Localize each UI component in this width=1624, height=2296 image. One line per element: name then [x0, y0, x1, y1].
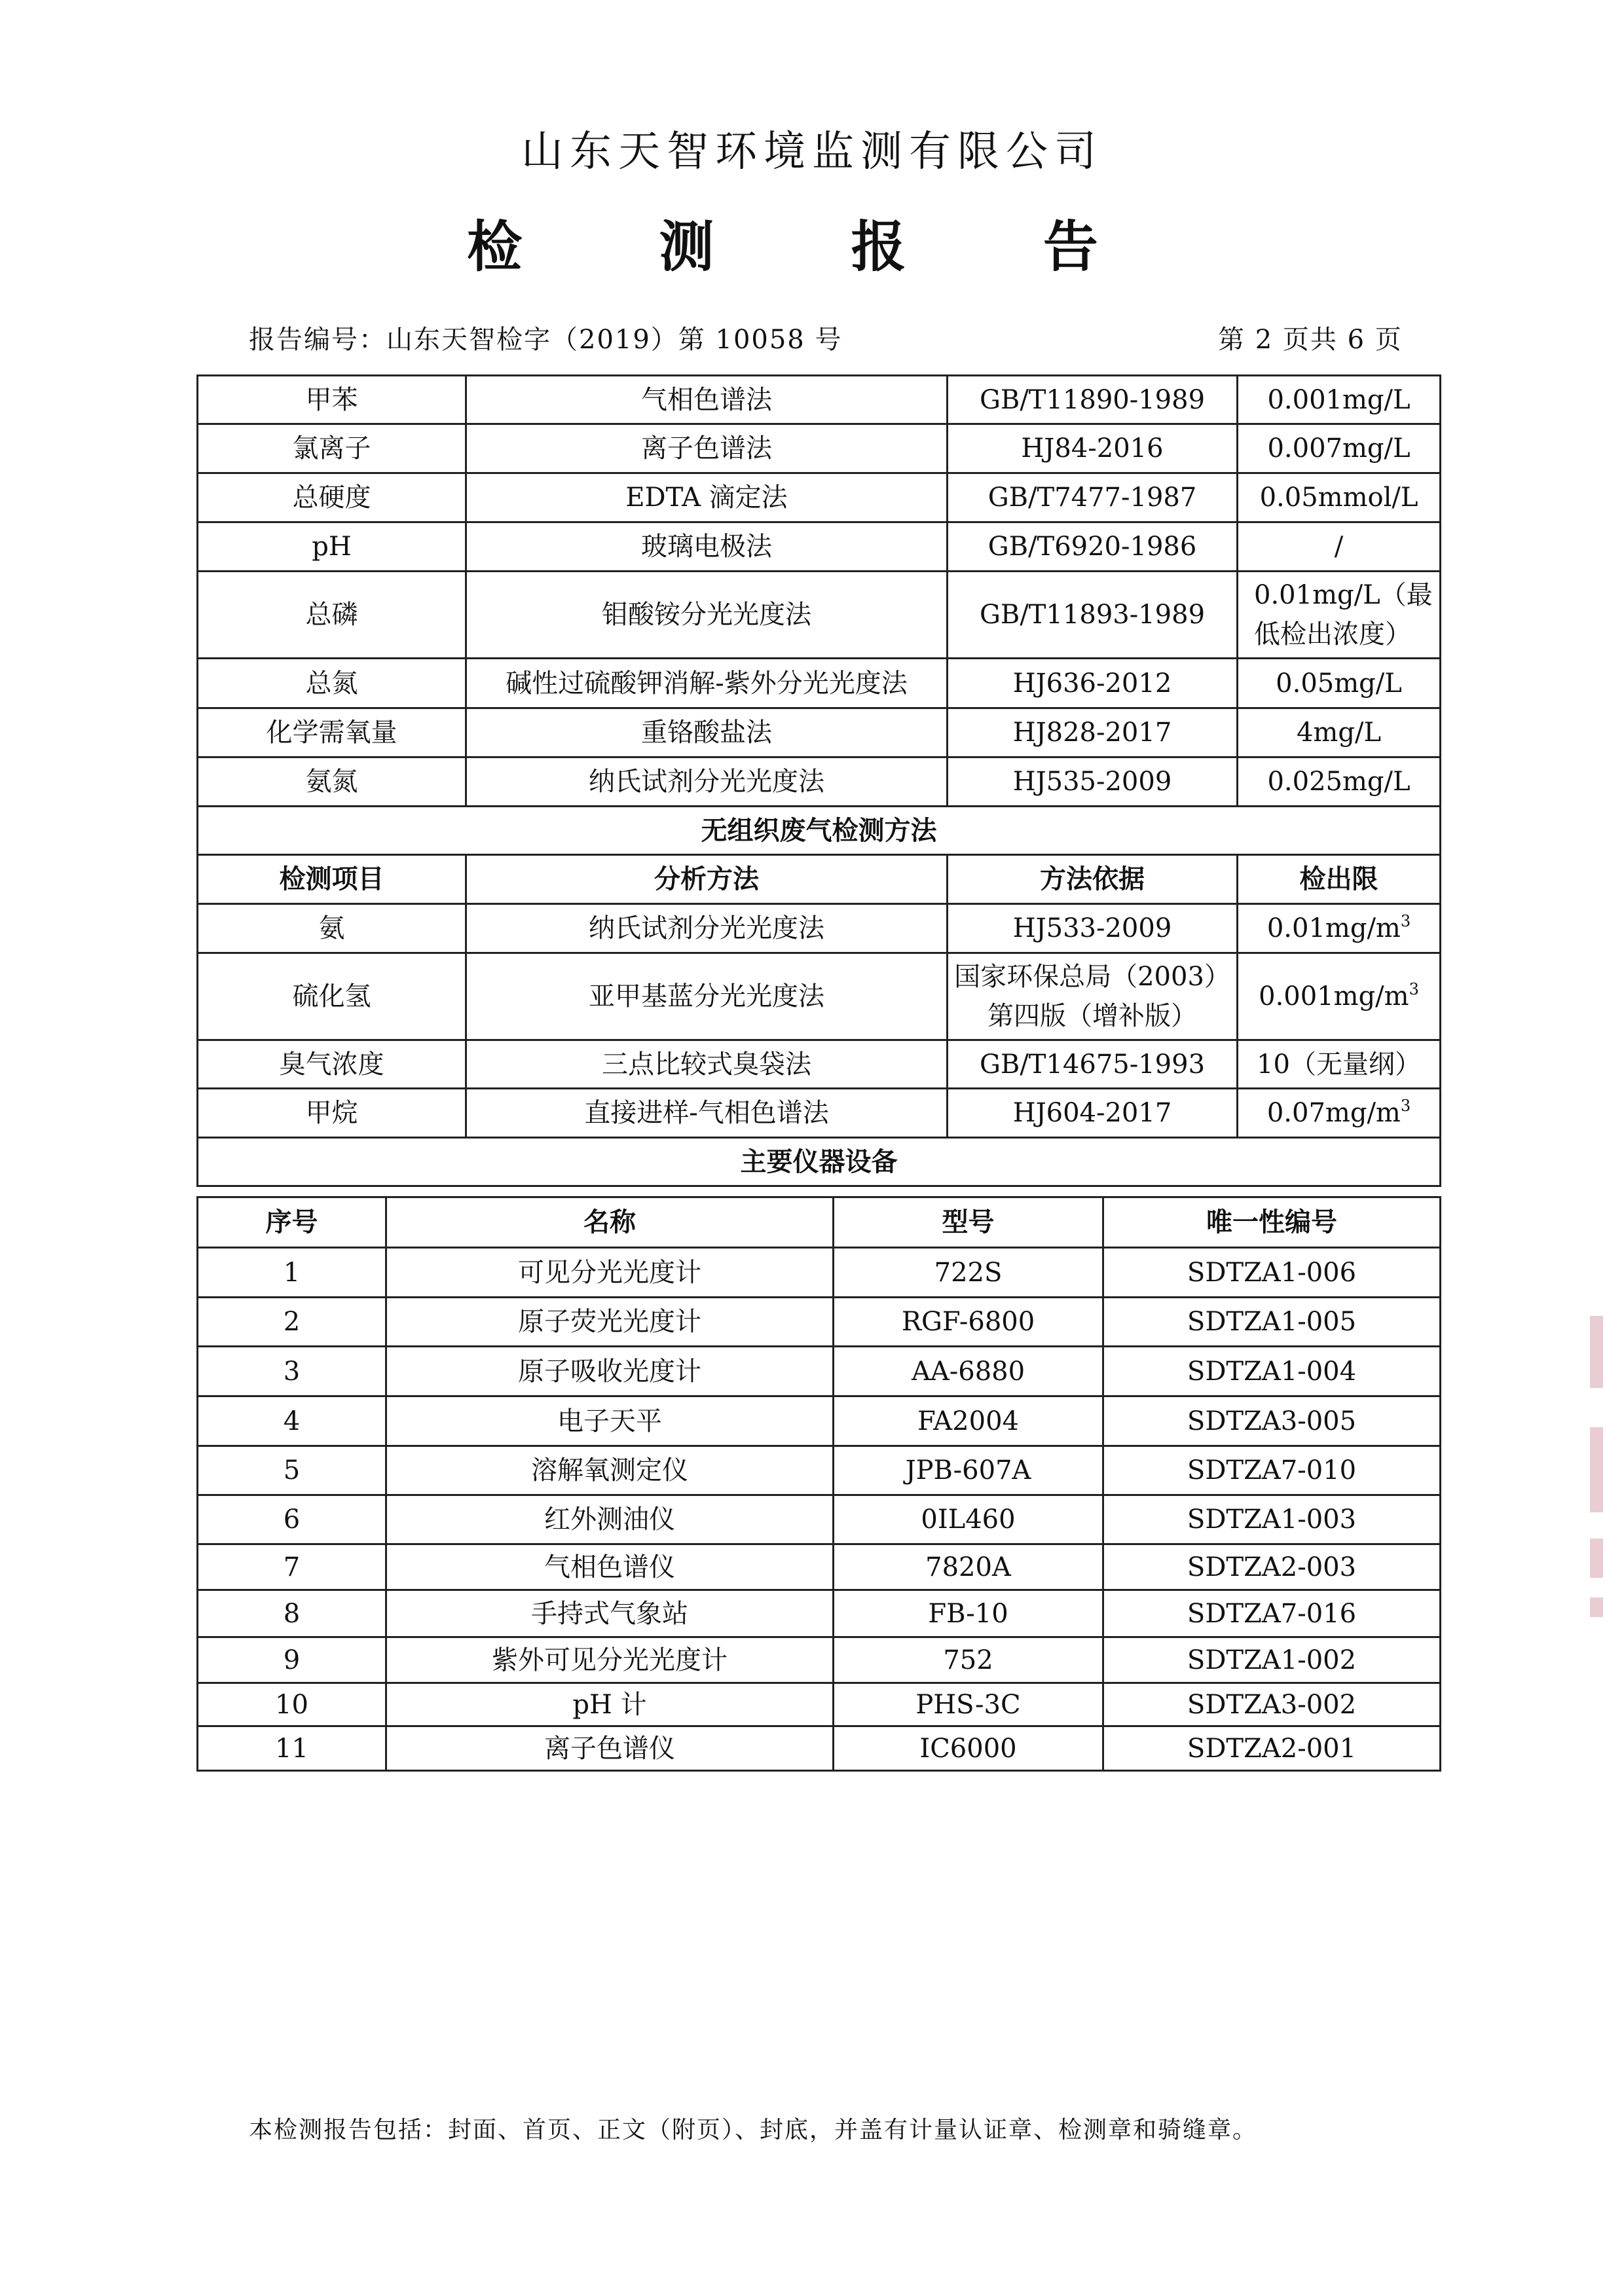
number-cell: 10: [198, 1683, 386, 1726]
limit-cell: 0.007mg/L: [1238, 424, 1441, 473]
id-cell: SDTZA2-003: [1103, 1544, 1441, 1590]
standard-line: 第四版（增补版）: [987, 1001, 1197, 1031]
method-cell: EDTA 滴定法: [466, 473, 948, 522]
model-cell: 752: [834, 1637, 1103, 1683]
number-cell: 2: [198, 1298, 386, 1347]
name-cell: 离子色谱仪: [386, 1726, 834, 1771]
method-cell: 直接进样-气相色谱法: [466, 1089, 948, 1138]
model-cell: FA2004: [834, 1396, 1103, 1446]
table-row: [198, 708, 1441, 757]
number-cell: 11: [198, 1726, 386, 1771]
column-header: 唯一性编号: [1103, 1197, 1441, 1248]
number-cell: 8: [198, 1590, 386, 1637]
id-cell: SDTZA7-016: [1103, 1590, 1441, 1637]
method-cell: 碱性过硫酸钾消解-紫外分光光度法: [466, 659, 948, 708]
column-header: 分析方法: [466, 855, 948, 904]
name-cell: 溶解氧测定仪: [386, 1446, 834, 1495]
standard-cell: HJ84-2016: [948, 424, 1238, 473]
seal-mark: [1590, 1539, 1603, 1578]
limit-exponent: 3: [1409, 980, 1419, 998]
id-cell: SDTZA1-004: [1103, 1347, 1441, 1396]
standard-cell: HJ604-2017: [948, 1089, 1238, 1138]
gas-section-title: 无组织废气检测方法: [198, 807, 1441, 855]
standard-cell: HJ535-2009: [948, 757, 1238, 807]
seal-mark: [1590, 1597, 1603, 1617]
number-cell: 3: [198, 1347, 386, 1396]
table-row: [198, 572, 1441, 659]
column-header-row: [198, 1197, 1441, 1248]
column-header: 名称: [386, 1197, 834, 1248]
item-cell: 总氮: [198, 659, 466, 708]
model-cell: AA-6880: [834, 1347, 1103, 1396]
limit-exponent: 3: [1400, 1097, 1411, 1115]
footer-note: 本检测报告包括：封面、首页、正文（附页）、封底，并盖有计量认证章、检测章和骑缝章。: [249, 2117, 1258, 2143]
model-cell: PHS-3C: [834, 1683, 1103, 1726]
standard-cell: HJ636-2012: [948, 659, 1238, 708]
standard-cell: GB/T7477-1987: [948, 473, 1238, 522]
name-cell: 手持式气象站: [386, 1590, 834, 1637]
table-row: [198, 522, 1441, 572]
section-header-row: [198, 1138, 1441, 1186]
method-cell: 玻璃电极法: [466, 522, 948, 572]
limit-cell: [1238, 904, 1441, 953]
item-cell: 总硬度: [198, 473, 466, 522]
number-cell: 4: [198, 1396, 386, 1446]
column-header-row: [198, 855, 1441, 904]
limit-exponent: 3: [1400, 912, 1411, 930]
table-row: [198, 1726, 1441, 1771]
model-cell: RGF-6800: [834, 1298, 1103, 1347]
standard-cell: [948, 953, 1238, 1040]
limit-cell: 10（无量纲）: [1238, 1040, 1441, 1089]
item-cell: 化学需氧量: [198, 708, 466, 757]
column-header: 检出限: [1238, 855, 1441, 904]
model-cell: JPB-607A: [834, 1446, 1103, 1495]
name-cell: 电子天平: [386, 1396, 834, 1446]
column-header: 方法依据: [948, 855, 1238, 904]
name-cell: 红外测油仪: [386, 1495, 834, 1544]
table-row: [198, 1637, 1441, 1683]
table-row: [198, 659, 1441, 708]
name-cell: 原子荧光光度计: [386, 1298, 834, 1347]
limit-value: 0.07mg/m: [1266, 1098, 1401, 1128]
company-name: 山东天智环境监测有限公司: [521, 128, 1103, 176]
id-cell: SDTZA3-005: [1103, 1396, 1441, 1446]
method-cell: 气相色谱法: [466, 376, 948, 424]
table-row: [198, 1396, 1441, 1446]
table-row: [198, 1347, 1441, 1396]
method-cell: 三点比较式臭袋法: [466, 1040, 948, 1089]
page-info: 第 2 页共 6 页: [1218, 325, 1403, 355]
item-cell: 氨: [198, 904, 466, 953]
number-cell: 9: [198, 1637, 386, 1683]
table-row: [198, 376, 1441, 424]
seal-mark: [1590, 1427, 1603, 1512]
table-row: [198, 1495, 1441, 1544]
number-cell: 7: [198, 1544, 386, 1590]
equipment-table: [196, 1196, 1441, 1772]
limit-line: 低检出浓度）: [1254, 619, 1411, 649]
standard-cell: GB/T11893-1989: [948, 572, 1238, 659]
model-cell: FB-10: [834, 1590, 1103, 1637]
table-row: [198, 953, 1441, 1040]
limit-cell: 0.001mg/L: [1238, 376, 1441, 424]
standard-cell: GB/T6920-1986: [948, 522, 1238, 572]
limit-cell: /: [1238, 522, 1441, 572]
item-cell: 硫化氢: [198, 953, 466, 1040]
report-number: 报告编号：山东天智检字（2019）第 10058 号: [249, 325, 843, 355]
method-cell: 钼酸铵分光光度法: [466, 572, 948, 659]
method-cell: 离子色谱法: [466, 424, 948, 473]
name-cell: 紫外可见分光光度计: [386, 1637, 834, 1683]
id-cell: SDTZA2-001: [1103, 1726, 1441, 1771]
column-header: 检测项目: [198, 855, 466, 904]
model-cell: IC6000: [834, 1726, 1103, 1771]
limit-cell: 0.05mg/L: [1238, 659, 1441, 708]
table-row: [198, 1298, 1441, 1347]
limit-cell: 0.05mmol/L: [1238, 473, 1441, 522]
id-cell: SDTZA1-006: [1103, 1248, 1441, 1298]
methods-table: [196, 374, 1441, 1187]
id-cell: SDTZA7-010: [1103, 1446, 1441, 1495]
equipment-section-title: 主要仪器设备: [198, 1138, 1441, 1186]
number-cell: 5: [198, 1446, 386, 1495]
name-cell: 可见分光光度计: [386, 1248, 834, 1298]
model-cell: 7820A: [834, 1544, 1103, 1590]
limit-line: 0.01mg/L（最: [1254, 580, 1433, 610]
table-row: [198, 473, 1441, 522]
table-row: [198, 1446, 1441, 1495]
table-row: [198, 757, 1441, 807]
number-cell: 6: [198, 1495, 386, 1544]
method-cell: 纳氏试剂分光光度法: [466, 904, 948, 953]
id-cell: SDTZA1-005: [1103, 1298, 1441, 1347]
model-cell: 0IL460: [834, 1495, 1103, 1544]
id-cell: SDTZA1-002: [1103, 1637, 1441, 1683]
method-cell: 重铬酸盐法: [466, 708, 948, 757]
table-row: [198, 1040, 1441, 1089]
item-cell: 氯离子: [198, 424, 466, 473]
name-cell: pH 计: [386, 1683, 834, 1726]
table-row: [198, 904, 1441, 953]
limit-cell: [1238, 953, 1441, 1040]
limit-cell: 0.025mg/L: [1238, 757, 1441, 807]
model-cell: 722S: [834, 1248, 1103, 1298]
standard-line: 国家环保总局（2003）: [954, 962, 1230, 992]
item-cell: 氨氮: [198, 757, 466, 807]
limit-cell: [1238, 1089, 1441, 1138]
column-header: 型号: [834, 1197, 1103, 1248]
method-cell: 亚甲基蓝分光光度法: [466, 953, 948, 1040]
limit-value: 0.001mg/m: [1259, 981, 1409, 1011]
report-title: 检 测 报 告: [467, 214, 1157, 279]
limit-value: 0.01mg/m: [1266, 913, 1401, 943]
table-row: [198, 1248, 1441, 1298]
item-cell: 总磷: [198, 572, 466, 659]
standard-cell: HJ828-2017: [948, 708, 1238, 757]
standard-cell: GB/T14675-1993: [948, 1040, 1238, 1089]
limit-cell: 4mg/L: [1238, 708, 1441, 757]
column-header: 序号: [198, 1197, 386, 1248]
item-cell: 甲苯: [198, 376, 466, 424]
table-row: [198, 1590, 1441, 1637]
id-cell: SDTZA1-003: [1103, 1495, 1441, 1544]
name-cell: 气相色谱仪: [386, 1544, 834, 1590]
limit-cell: [1238, 572, 1441, 659]
section-header-row: [198, 807, 1441, 855]
item-cell: 臭气浓度: [198, 1040, 466, 1089]
table-row: [198, 1089, 1441, 1138]
number-cell: 1: [198, 1248, 386, 1298]
seal-mark: [1590, 1316, 1603, 1388]
method-cell: 纳氏试剂分光光度法: [466, 757, 948, 807]
item-cell: pH: [198, 522, 466, 572]
table-row: [198, 1544, 1441, 1590]
name-cell: 原子吸收光度计: [386, 1347, 834, 1396]
standard-cell: GB/T11890-1989: [948, 376, 1238, 424]
id-cell: SDTZA3-002: [1103, 1683, 1441, 1726]
table-row: [198, 1683, 1441, 1726]
standard-cell: HJ533-2009: [948, 904, 1238, 953]
table-row: [198, 424, 1441, 473]
item-cell: 甲烷: [198, 1089, 466, 1138]
